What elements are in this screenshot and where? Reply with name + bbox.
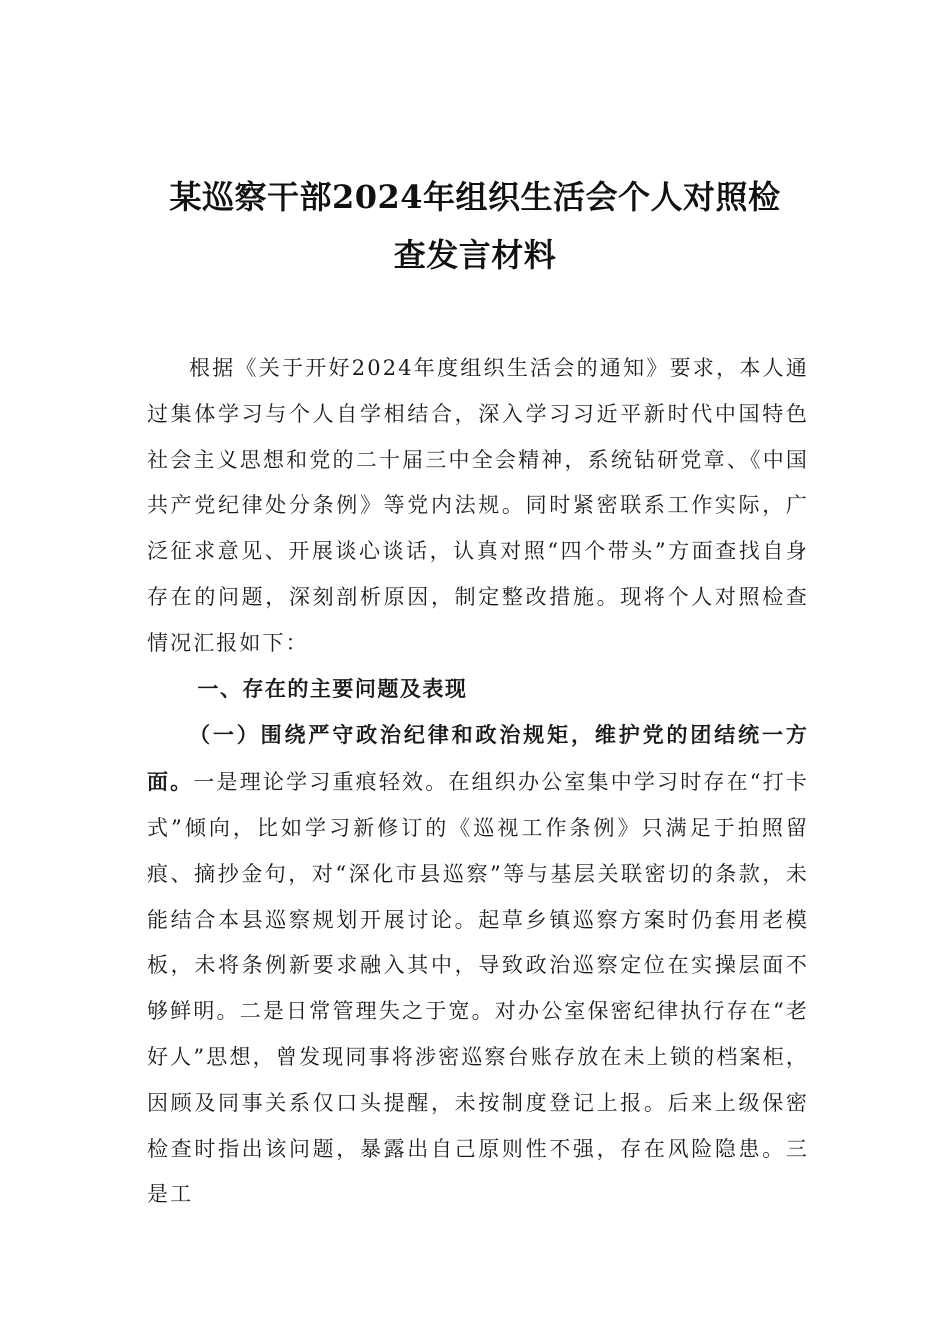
document-title: [120, 168, 830, 284]
subsection-paragraph: [147, 712, 809, 1218]
document-body: [147, 346, 809, 1218]
subsection-heading: （一）围绕严守政治纪律和政治规矩，维护党的团结统一方面。: [147, 722, 809, 795]
title-line-1: 某巡察干部2024年组织生活会个人对照检: [169, 178, 781, 216]
subsection-body: 一是理论学习重痕轻效。在组织办公室集中学习时存在“打卡式”倾向，比如学习新修订的《巡视工作条例》只满足于拍照留痕、摘抄金句，对“深化市县巡察”等与基层关联密切的条款，未能结合本县巡察规划开展讨论。起草乡镇巡察方案时仍套用老模板，未将条例新要求融入其中，导致政治巡察定位在实操层面不够鲜明。二是日常管理失之于宽。对办公室保密纪律执行存在“老好人”思想，曾发现同事将涉密巡察台账存放在未上锁的档案柜，因顾及同事关系仅口头提醒，未按制度登记上报。后来上级保密检查时指出该问题，暴露出自己原则性不强，存在风险隐患。三是工: [147, 770, 809, 1207]
intro-paragraph: 根据《关于开好2024年度组织生活会的通知》要求，本人通过集体学习与个人自学相结合，深入学习习近平新时代中国特色社会主义思想和党的二十届三中全会精神，系统钻研党章、《中国共产党纪律处分条例》等党内法规。同时紧密联系工作实际，广泛征求意见、开展谈心谈话，认真对照“四个带头”方面查找自身存在的问题，深刻剖析原因，制定整改措施。现将个人对照检查情况汇报如下：: [147, 356, 809, 655]
section-heading: 一、存在的主要问题及表现: [197, 676, 468, 701]
title-line-2: 查发言材料: [393, 236, 557, 274]
